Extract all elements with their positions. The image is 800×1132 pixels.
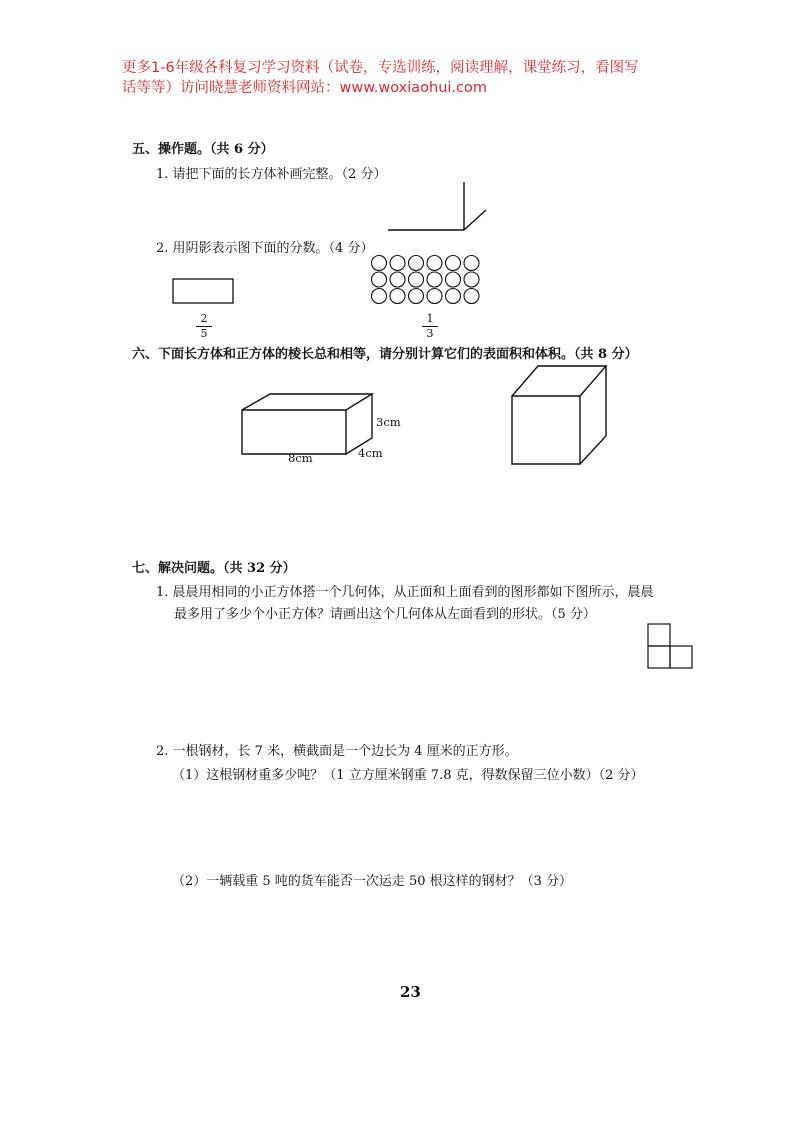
circle — [446, 256, 461, 271]
section7-title: 七、解决问题。（共 32 分） — [132, 561, 296, 576]
page-number: 23 — [400, 983, 421, 1001]
incomplete-cuboid-figure — [380, 180, 500, 240]
circle — [390, 256, 405, 271]
cuboid-depth-label: 4cm — [358, 446, 383, 460]
circle — [464, 272, 479, 287]
block-view-figure — [647, 623, 695, 671]
circle — [409, 256, 424, 271]
circle — [427, 256, 442, 271]
fraction-numerator: 1 — [426, 312, 434, 325]
section7-question1-line1: 1. 晨晨用相同的小正方体搭一个几何体，从正面和上面看到的图形都如下图所示，晨晨 — [156, 585, 654, 600]
section5-title: 五、操作题。（共 6 分） — [132, 142, 274, 157]
fraction-numerator: 2 — [200, 312, 208, 325]
circle — [409, 272, 424, 287]
promo-banner-line1: 更多1-6年级各科复习学习资料（试卷，专选训练，阅读理解，课堂练习，看图写 — [122, 60, 639, 76]
fraction-one-third — [422, 313, 438, 340]
fraction-denominator: 5 — [200, 327, 208, 340]
circle — [446, 272, 461, 287]
cube-figure — [510, 364, 610, 468]
circle — [464, 289, 479, 304]
promo-banner-line2: 话等等）访问晓慧老师资料网站：www.woxiaohui.com — [122, 80, 487, 96]
section5-question2: 2. 用阴影表示图下面的分数。（4 分） — [156, 241, 374, 256]
circle — [372, 289, 387, 304]
circle — [372, 272, 387, 287]
promo-banner — [122, 58, 682, 98]
cuboid-length-label: 8cm — [288, 451, 313, 465]
rectangle-figure — [172, 278, 234, 306]
circle — [427, 289, 442, 304]
circle — [427, 272, 442, 287]
section6-title: 六、下面长方体和正方体的棱长总和相等，请分别计算它们的表面积和体积。（共 8 分） — [132, 347, 638, 362]
circle — [372, 256, 387, 271]
section7-question2-intro: 2. 一根钢材，长 7 米，横截面是一个边长为 4 厘米的正方形。 — [156, 744, 518, 759]
fraction-two-fifths — [196, 313, 212, 340]
section5-question1: 1. 请把下面的长方体补画完整。（2 分） — [156, 167, 387, 182]
circle — [409, 289, 424, 304]
circle — [390, 289, 405, 304]
fraction-denominator: 3 — [426, 327, 434, 340]
section7-question1-line2: 最多用了多少个小正方体？请画出这个几何体从左面看到的形状。（5 分） — [174, 607, 596, 622]
circle — [390, 272, 405, 287]
cuboid-height-label: 3cm — [376, 415, 401, 429]
circle — [446, 289, 461, 304]
section7-question2-part2: （2）一辆载重 5 吨的货车能否一次运走 50 根这样的钢材？（3 分） — [172, 874, 573, 889]
circle — [464, 256, 479, 271]
section7-question2-part1: （1）这根钢材重多少吨？（1 立方厘米钢重 7.8 克，得数保留三位小数）（2 分） — [172, 768, 644, 783]
circles-grid-figure — [370, 254, 485, 306]
